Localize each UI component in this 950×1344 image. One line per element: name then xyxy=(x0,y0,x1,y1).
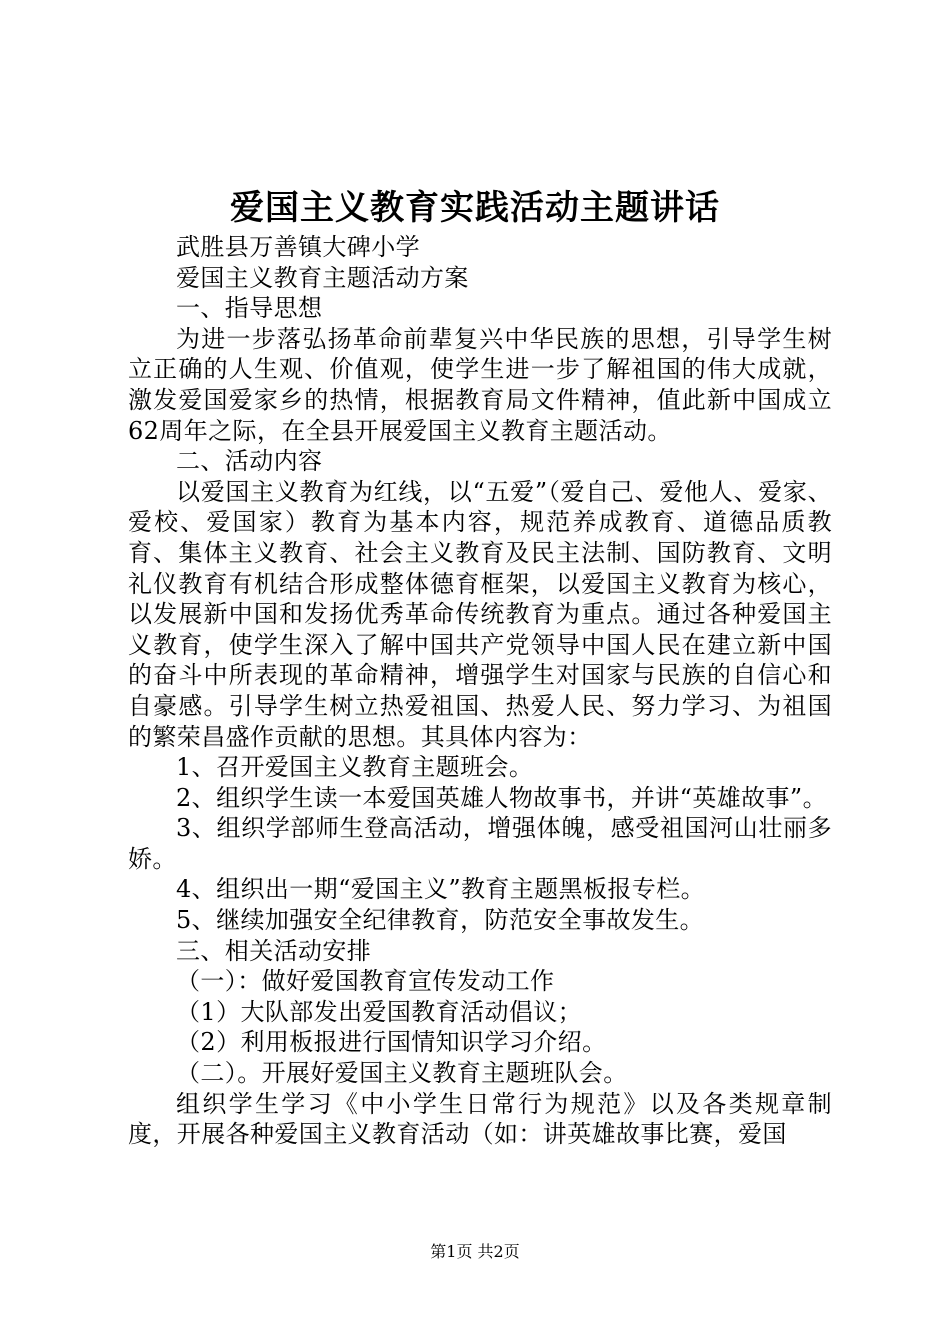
list-item: 2、组织学生读一本爱国英雄人物故事书，并讲“英雄故事”。 xyxy=(176,783,828,812)
paragraph: 武胜县万善镇大碑小学 xyxy=(176,233,420,261)
subsection-heading: （二）。开展好爱国主义教育主题班队会。 xyxy=(176,1059,628,1088)
document-body xyxy=(128,232,832,1150)
document-title: 爱国主义教育实践活动主题讲话 xyxy=(230,188,720,228)
paragraph: 组织学生学习《中小学生日常行为规范》以及各类规章制度，开展各种爱国主义教育活动（如：讲英雄故事比赛，爱国 xyxy=(128,1089,832,1149)
section-heading: 三、相关活动安排 xyxy=(176,936,372,965)
list-item: 5、继续加强安全纪律教育，防范安全事故发生。 xyxy=(176,906,705,935)
list-item: （2）利用板报进行国情知识学习介绍。 xyxy=(176,1028,607,1057)
paragraph: 爱国主义教育主题活动方案 xyxy=(176,263,469,292)
list-item: 3、组织学部师生登高活动，增强体魄，感受祖国河山壮丽多娇。 xyxy=(128,814,832,873)
list-item: （1）大队部发出爱国教育活动倡议； xyxy=(176,997,583,1026)
section-heading: 二、活动内容 xyxy=(176,447,323,476)
paragraph: 为进一步落弘扬革命前辈复兴中华民族的思想，引导学生树立正确的人生观、价值观，使学生进一步了解祖国的伟大成就，激发爱国爱家乡的热情，根据教育局文件精神，值此新中国成立62周年之际，在全县开展爱国主义教育主题活动。 xyxy=(128,324,832,445)
section-heading: 一、指导思想 xyxy=(176,294,323,323)
list-item: 1、召开爱国主义教育主题班会。 xyxy=(176,753,534,782)
subsection-heading: （一）：做好爱国教育宣传发动工作 xyxy=(176,967,555,996)
page-number-footer: 第1页 共2页 xyxy=(430,1242,520,1261)
list-item: 4、组织出一期“爱国主义”教育主题黑板报专栏。 xyxy=(176,875,706,904)
paragraph: 以爱国主义教育为红线，以“五爱”（爱自己、爱他人、爱家、爱校、爱国家）教育为基本内容，规范养成教育、道德品质教育、集体主义教育、社会主义教育及民主法制、国防教育、文明礼仪教育有机结合形成整体德育框架，以爱国主义教育为核心，以发展新中国和发扬优秀革命传统教育为重点。通过各种爱国主义教育，使学生深入了解中国共产党领导中国人民在建立新中国的奋斗中所表现的革命精神，增强学生对国家与民族的自信心和自豪感。引导学生树立热爱祖国、热爱人民、努力学习、为祖国的繁荣昌盛作贡献的思想。其具体内容为： xyxy=(128,477,832,751)
